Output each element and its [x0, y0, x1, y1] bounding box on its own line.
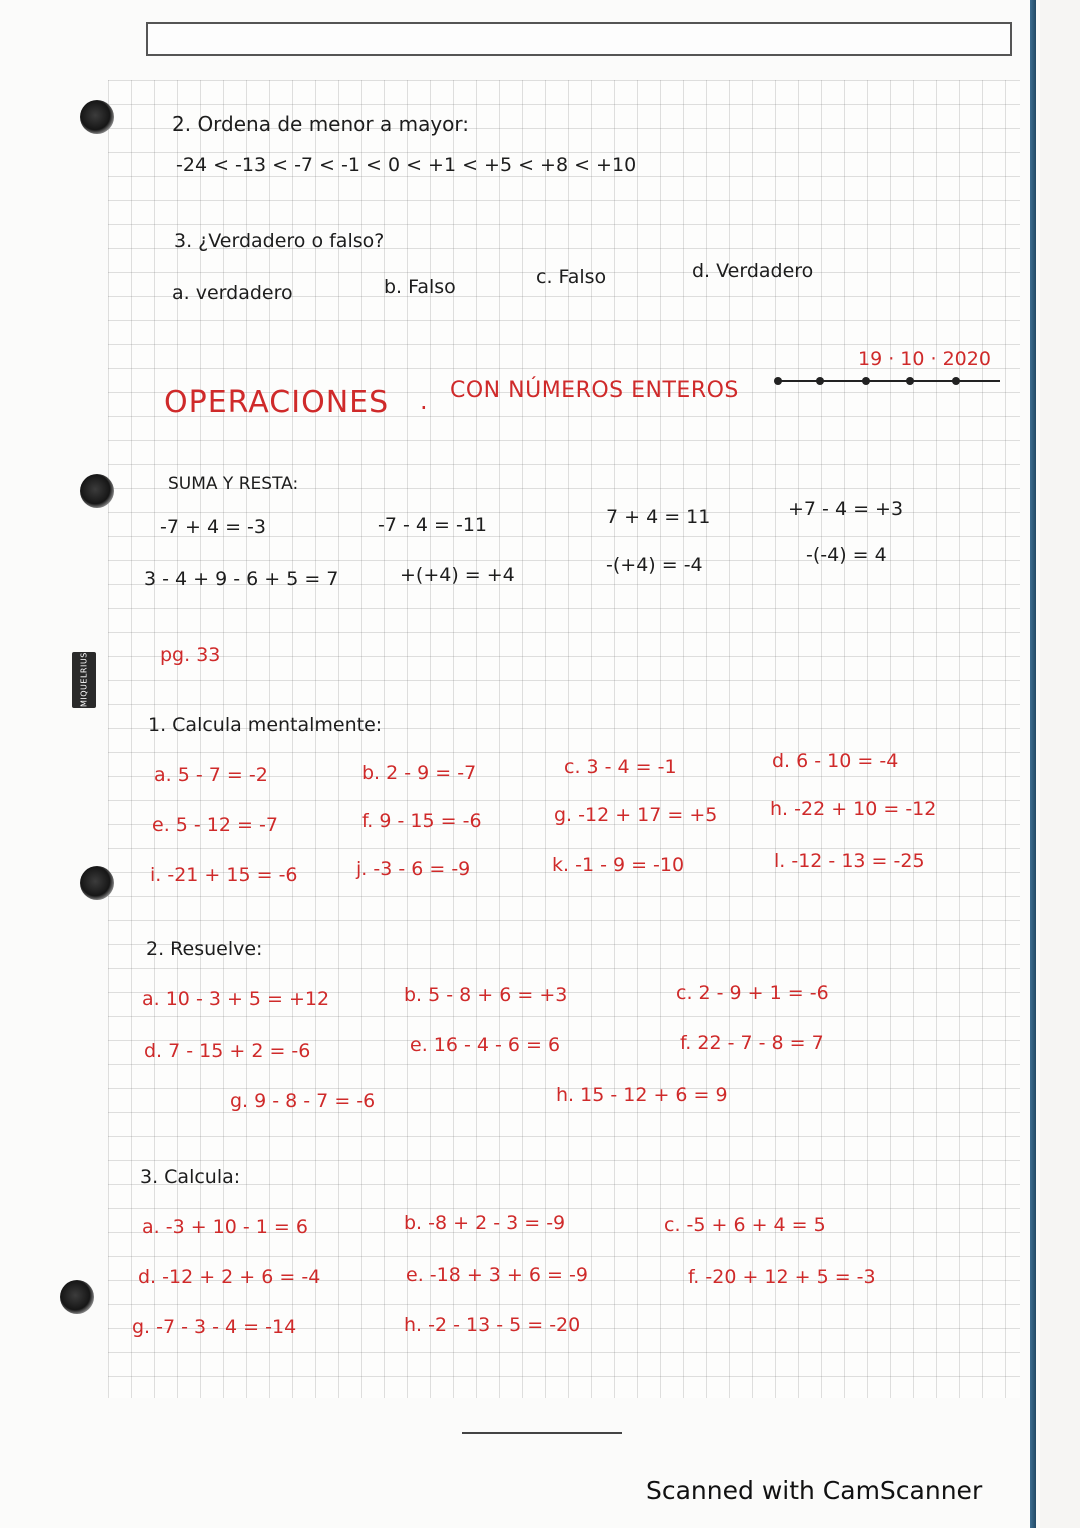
- calcula-item-f: f. -20 + 12 + 5 = -3: [688, 1266, 876, 1288]
- ex-truefalse-d: d. Verdadero: [692, 260, 814, 282]
- suma-resta-row1-1: -7 + 4 = -3: [160, 516, 266, 538]
- header-box: [146, 22, 1012, 56]
- date-line-dot: [952, 377, 960, 385]
- date-underline: [778, 380, 1000, 382]
- calcula-item-c: c. -5 + 6 + 4 = 5: [664, 1214, 826, 1236]
- mental-item-c: c. 3 - 4 = -1: [564, 756, 677, 778]
- calcula-item-e: e. -18 + 3 + 6 = -9: [406, 1264, 588, 1286]
- calcula-item-g: g. -7 - 3 - 4 = -14: [132, 1316, 297, 1338]
- resuelve-item-g: g. 9 - 8 - 7 = -6: [230, 1090, 376, 1112]
- mental-item-a: a. 5 - 7 = -2: [154, 764, 268, 786]
- ex-order-answer: -24 < -13 < -7 < -1 < 0 < +1 < +5 < +8 < +10: [176, 154, 637, 176]
- suma-resta-row1-3: 7 + 4 = 11: [606, 506, 711, 528]
- resuelve-item-d: d. 7 - 15 + 2 = -6: [144, 1040, 311, 1062]
- resuelve-item-e: e. 16 - 4 - 6 = 6: [410, 1034, 561, 1056]
- mental-item-f: f. 9 - 15 = -6: [362, 810, 482, 832]
- suma-resta-row2-4: -(-4) = 4: [806, 544, 887, 566]
- binder-hole-icon: [60, 1280, 94, 1314]
- mental-item-k: k. -1 - 9 = -10: [552, 854, 685, 876]
- section-title-main: OPERACIONES: [164, 385, 390, 420]
- resuelve-item-f: f. 22 - 7 - 8 = 7: [680, 1032, 824, 1054]
- suma-resta-row2-2: +(+4) = +4: [400, 564, 515, 586]
- mental-item-e: e. 5 - 12 = -7: [152, 814, 278, 836]
- mental-item-j: j. -3 - 6 = -9: [356, 858, 471, 880]
- ex-truefalse-c: c. Falso: [536, 266, 607, 288]
- suma-resta-row2-1: 3 - 4 + 9 - 6 + 5 = 7: [144, 568, 339, 590]
- suma-resta-label: SUMA Y RESTA:: [168, 474, 299, 494]
- resuelve-item-a: a. 10 - 3 + 5 = +12: [142, 988, 330, 1010]
- binder-hole-icon: [80, 100, 114, 134]
- date-line-dot: [774, 377, 782, 385]
- calcula-item-b: b. -8 + 2 - 3 = -9: [404, 1212, 566, 1234]
- date-line-dot: [862, 377, 870, 385]
- binder-hole-icon: [80, 474, 114, 508]
- calcula-item-h: h. -2 - 13 - 5 = -20: [404, 1314, 581, 1336]
- calcula-item-a: a. -3 + 10 - 1 = 6: [142, 1216, 308, 1238]
- resuelve-item-b: b. 5 - 8 + 6 = +3: [404, 984, 568, 1006]
- date-line-dot: [816, 377, 824, 385]
- resuelve-title: 2. Resuelve:: [146, 938, 263, 960]
- calcula-item-d: d. -12 + 2 + 6 = -4: [138, 1266, 321, 1288]
- title-separator: ·: [420, 394, 428, 422]
- resuelve-item-h: h. 15 - 12 + 6 = 9: [556, 1084, 728, 1106]
- ex-truefalse-b: b. Falso: [384, 276, 456, 298]
- ex-order-title: 2. Ordena de menor a mayor:: [172, 112, 470, 136]
- date-line-dot: [906, 377, 914, 385]
- suma-resta-row1-2: -7 - 4 = -11: [378, 514, 487, 536]
- calcula-mentalmente-title: 1. Calcula mentalmente:: [148, 714, 383, 736]
- ex-truefalse-a: a. verdadero: [172, 282, 293, 304]
- page-edge: [1030, 0, 1036, 1528]
- ex-truefalse-title: 3. ¿Verdadero o falso?: [174, 230, 385, 252]
- bottom-rule: [462, 1432, 622, 1434]
- mental-item-d: d. 6 - 10 = -4: [772, 750, 899, 772]
- suma-resta-row2-3: -(+4) = -4: [606, 554, 703, 576]
- mental-item-i: i. -21 + 15 = -6: [150, 864, 298, 886]
- suma-resta-row1-4: +7 - 4 = +3: [788, 498, 904, 520]
- mental-item-l: l. -12 - 13 = -25: [774, 850, 925, 872]
- mental-item-h: h. -22 + 10 = -12: [770, 798, 937, 820]
- scanner-watermark: Scanned with CamScanner: [646, 1476, 983, 1505]
- binder-hole-icon: [80, 866, 114, 900]
- mental-item-g: g. -12 + 17 = +5: [554, 804, 718, 826]
- page-reference: pg. 33: [160, 644, 221, 666]
- brand-label: MIQUELRIUS: [72, 652, 96, 708]
- section-title-sub: CON NÚMEROS ENTEROS: [450, 378, 739, 403]
- calcula-title: 3. Calcula:: [140, 1166, 241, 1188]
- section-date: 19 · 10 · 2020: [858, 348, 991, 370]
- resuelve-item-c: c. 2 - 9 + 1 = -6: [676, 982, 829, 1004]
- mental-item-b: b. 2 - 9 = -7: [362, 762, 477, 784]
